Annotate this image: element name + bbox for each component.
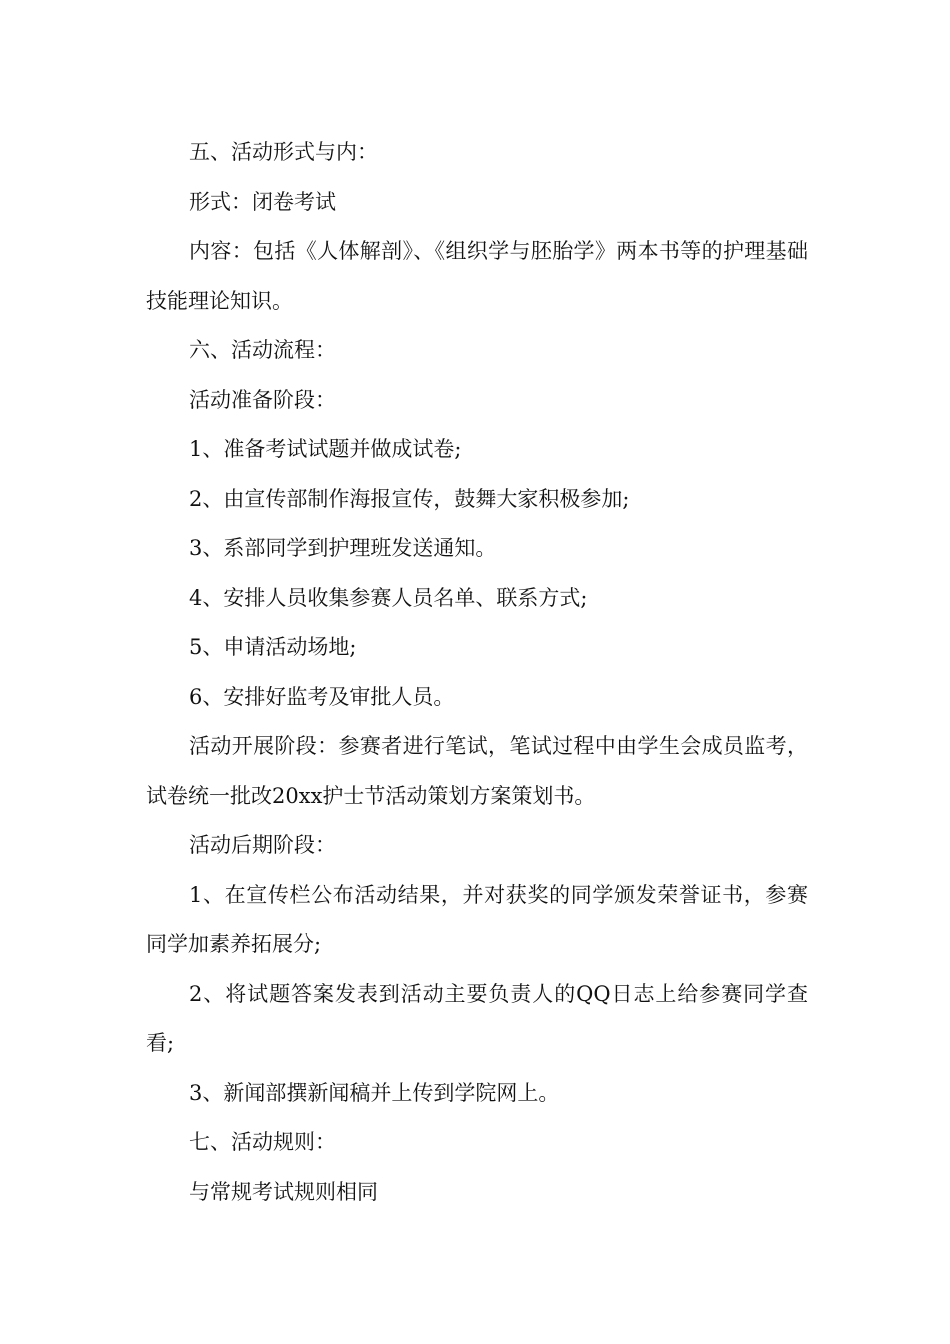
section-heading-rules: 七、活动规则： xyxy=(189,1130,336,1154)
list-item-post-2: 2、将试题答案发表到活动主要负责人的QQ日志上给参赛同学查看; xyxy=(146,981,808,1055)
paragraph-execution: 活动开展阶段：参赛者进行笔试，笔试过程中由学生会成员监考，试卷统一批改20xx护士节活动策划方案策划书。 xyxy=(146,734,808,808)
paragraph-rules: 与常规考试规则相同 xyxy=(189,1179,378,1204)
paragraph-form: 形式：闭卷考试 xyxy=(189,189,336,214)
subheading-preparation: 活动准备阶段： xyxy=(189,387,336,412)
section-heading-process: 六、活动流程： xyxy=(189,338,336,362)
section-heading-form-content: 五、活动形式与内： xyxy=(189,140,378,164)
list-item-prep-2: 2、由宣传部制作海报宣传，鼓舞大家积极参加; xyxy=(189,486,630,511)
subheading-post: 活动后期阶段： xyxy=(189,833,336,857)
list-item-prep-3: 3、系部同学到护理班发送通知。 xyxy=(189,536,497,560)
paragraph-content: 内容：包括《人体解剖》、《组织学与胚胎学》两本书等的护理基础技能理论知识。 xyxy=(146,239,808,313)
document-body xyxy=(146,128,808,1217)
list-item-prep-4: 4、安排人员收集参赛人员名单、联系方式; xyxy=(189,585,588,610)
list-item-prep-6: 6、安排好监考及审批人员。 xyxy=(189,684,455,709)
list-item-post-3: 3、新闻部撰新闻稿并上传到学院网上。 xyxy=(189,1080,560,1105)
list-item-post-1: 1、在宣传栏公布活动结果，并对获奖的同学颁发荣誉证书，参赛同学加素养拓展分; xyxy=(146,882,808,956)
list-item-prep-1: 1、准备考试试题并做成试卷; xyxy=(189,437,462,461)
list-item-prep-5: 5、申请活动场地; xyxy=(189,635,357,659)
